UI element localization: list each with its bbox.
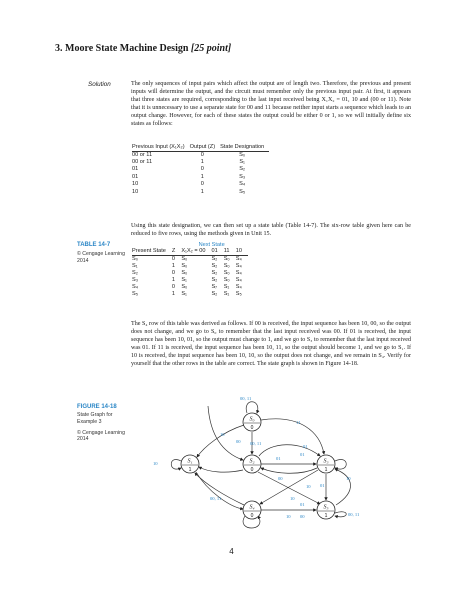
edge-label: 01 — [300, 452, 305, 457]
state-table-cell: S₄ — [235, 270, 242, 276]
state-table-cell: S₄ — [235, 262, 242, 269]
problem-heading — [55, 43, 231, 54]
state-graph — [150, 392, 375, 532]
edge-label: 11 — [296, 420, 301, 425]
state-table-cell: S₀ — [181, 270, 188, 276]
figure-credit-text: © Cengage Learning 2014 — [77, 429, 125, 443]
state-table-cell: S₁ — [181, 277, 187, 284]
graph-self-loop — [171, 459, 181, 469]
graph-edge — [258, 472, 320, 504]
state-assignment-cell: 00 or 11 — [132, 158, 153, 165]
state-table-cell: S₀ — [132, 255, 139, 262]
state-node-name: S₅ — [323, 504, 329, 511]
state-table-cell: 0 — [171, 270, 176, 276]
state-node — [243, 455, 261, 473]
state-table-cell: S₀ — [223, 255, 230, 262]
state-node-output: 0 — [250, 467, 254, 473]
state-assignment-cell: S₂ — [239, 166, 246, 173]
state-assignment-row — [132, 151, 269, 159]
state-assignment-cell: S₃ — [239, 173, 246, 180]
graph-self-loop — [246, 402, 258, 413]
header-state-designation: State Designation — [220, 144, 269, 151]
state-node — [243, 501, 261, 519]
state-table-cell: 0 — [171, 255, 176, 262]
state-table — [132, 242, 248, 298]
state-table-row — [132, 255, 248, 263]
page-number: 4 — [229, 547, 234, 556]
state-assignment-cell: S₁ — [239, 158, 245, 165]
state-table-row — [132, 291, 248, 298]
graph-edge — [259, 445, 320, 456]
state-table-cell: 1 — [171, 291, 176, 298]
table-label-title: TABLE 14-7 — [77, 242, 111, 248]
graph-self-loop — [335, 512, 346, 517]
state-table-cell: S₂ — [132, 270, 138, 276]
graph-edge — [261, 419, 324, 454]
state-table-cell: S₄ — [235, 255, 242, 262]
figure-label-caption — [77, 412, 132, 443]
state-table-cell: S₁ — [223, 291, 230, 298]
graph-self-loop — [335, 459, 346, 469]
state-node-name: S₁ — [187, 458, 193, 465]
state-assignment-cell: 1 — [200, 158, 204, 165]
state-assignment-cell: 0 — [200, 181, 204, 188]
state-table-cell: S₀ — [181, 284, 188, 291]
state-table-cell: S₄ — [235, 277, 242, 284]
graph-edge — [335, 469, 351, 505]
state-assignment-table — [132, 144, 269, 196]
state-node-output: 0 — [250, 513, 254, 519]
state-assignment-cell: S₅ — [239, 188, 246, 195]
state-assignment-cell: 1 — [200, 188, 204, 195]
state-assignment-cell: 0 — [200, 166, 204, 173]
state-table-cell: S₀ — [223, 270, 230, 276]
graph-edge — [196, 472, 243, 509]
figure-caption-text: State Graph for Example 3 — [77, 412, 113, 425]
state-table-cell: S₄ — [132, 284, 139, 291]
state-table-cell: S₂ — [211, 262, 218, 269]
edge-label: 10 — [306, 484, 311, 489]
state-table-cell: S₁ — [181, 291, 187, 298]
state-assignment-cell: 00 or 11 — [132, 151, 153, 158]
state-table-cell: S₂ — [211, 255, 218, 262]
state-assignment-cell: S₄ — [239, 181, 246, 188]
state-table-cell: S₀ — [223, 262, 230, 269]
edge-label: 10 — [153, 461, 158, 466]
state-table-cell: S₀ — [223, 277, 230, 284]
header-present-state: Present State — [132, 248, 172, 255]
state-node-name: S₃ — [323, 458, 329, 465]
state-node — [181, 455, 199, 473]
state-assignment-header — [132, 144, 269, 151]
edge-label: 01 — [300, 502, 305, 507]
state-node-output: 0 — [250, 425, 254, 431]
edge-label: 00 — [300, 514, 305, 519]
state-node-name: S₂ — [249, 458, 255, 465]
state-assignment-cell: S₀ — [239, 151, 246, 158]
state-assignment-cell: 01 — [132, 173, 139, 180]
state-table-cell: 1 — [171, 277, 176, 284]
header-next-state: Next State — [198, 242, 225, 248]
state-node — [243, 413, 261, 431]
state-table-row — [132, 270, 248, 277]
edge-label: 10 — [286, 514, 291, 519]
edge-label: 00, 11 — [240, 396, 252, 401]
state-assignment-cell: 01 — [132, 166, 139, 173]
heading-points: [25 point] — [190, 43, 232, 54]
edge-label: 00, 11 — [348, 512, 360, 517]
state-node-output: 1 — [188, 467, 192, 473]
figure-label-title: FIGURE 14-18 — [77, 404, 117, 410]
state-node-output: 1 — [324, 513, 328, 519]
edge-label: 00 — [278, 476, 283, 481]
state-table-cell: S₇ — [211, 284, 218, 291]
graph-edge — [199, 467, 243, 472]
state-table-cell: 0 — [171, 284, 176, 291]
state-node-name: S₀ — [249, 416, 255, 423]
state-assignment-row — [132, 166, 269, 173]
graph-edge — [261, 468, 317, 473]
paragraph-derivation: The S₄ row of this table was derived as follows. If 00 is received, the input sequence has been 10, 00, so the output does not change, and we go to S₀ to remember that the last input received was 00. If 01 is received, the input sequence has been 10, 01, so the output must change to 1, and we go to S₃ to remember that the last input received was 01. If 11 is received, the input sequence has been 10, 11, so the output should become 1, and we go to S₁. If 10 is received, the input sequence has been 10, 10, so the output does not change, and we remain in S₄. Verify for yourself that the other rows in the table are correct. The state graph is shown in Figure 14-18. — [131, 321, 411, 368]
state-table-row — [132, 277, 248, 284]
edge-label: 00 — [236, 439, 241, 444]
state-assignment-cell: 0 — [200, 151, 204, 158]
state-assignment-row — [132, 189, 269, 196]
state-assignment-row — [132, 159, 269, 166]
header-input-11: 11 — [224, 248, 236, 255]
header-input-01: 01 — [211, 248, 223, 255]
header-previous-input: Previous Input (X₁X₂) — [132, 144, 190, 151]
state-table-cell: S₁ — [223, 284, 230, 291]
heading-prefix: 3. Moore State Machine Design — [55, 43, 191, 54]
state-table-cell: S₄ — [235, 284, 242, 291]
state-table-cell: S₂ — [211, 291, 218, 298]
edge-label: 10 — [220, 432, 225, 437]
state-table-cell: S₀ — [181, 262, 188, 269]
state-table-cell: S₂ — [211, 270, 218, 276]
state-node — [317, 455, 335, 473]
state-table-cell: S₅ — [235, 291, 242, 298]
table-label-credit: © Cengage Learning 2014 — [77, 251, 125, 264]
edge-label: 01 — [303, 444, 308, 449]
state-table-header — [132, 248, 248, 255]
state-table-cell: S₅ — [132, 291, 138, 298]
edge-label: 01 — [276, 456, 281, 461]
state-assignment-cell: 1 — [200, 173, 204, 180]
paragraph-intro: The only sequences of input pairs which affect the output are of length two. Therefore, the previous and present inputs will determine the output, and the circuit must remember only the previous input pair. At first, it appears that three states are required, corresponding to the last input received being X₁X₂ = 01, 10 and (00 or 11). Note that it is unnecessary to use a separate state for 00 and 11 because neither input starts a sequence which leads to an output change. However, for each of these states the output could be either 0 or 1, so we will initially define six states as follows: — [131, 81, 411, 128]
edge-label: 10 — [290, 496, 295, 501]
edge-label: 10 — [346, 476, 351, 481]
solution-label: Solution — [88, 81, 111, 88]
state-table-cell: S₀ — [181, 255, 188, 262]
state-node-name: S₄ — [249, 504, 255, 511]
state-table-cell: S₃ — [132, 277, 139, 284]
state-table-row — [132, 263, 248, 270]
edge-label: 00, 11 — [250, 441, 262, 446]
header-z: Z — [172, 248, 181, 255]
header-input-00: X₁X₂ = 00 — [181, 248, 211, 255]
paragraph-state-table: Using this state designation, we can then set up a state table (Table 14-7). The six-row table given here can be reduced to five rows, using the methods given in Unit 15. — [131, 223, 411, 238]
state-assignment-row — [132, 174, 269, 181]
header-output: Output (Z) — [190, 144, 221, 151]
state-table-cell: 1 — [171, 262, 176, 269]
state-node — [317, 501, 335, 519]
state-assignment-cell: 10 — [132, 181, 139, 188]
state-table-cell: S₁ — [132, 262, 138, 269]
state-assignment-row — [132, 181, 269, 188]
state-node-output: 1 — [324, 467, 328, 473]
graph-nodes — [181, 413, 335, 519]
header-input-10: 10 — [236, 248, 248, 255]
state-assignment-cell: 10 — [132, 188, 139, 195]
state-table-row — [132, 284, 248, 291]
edge-label: 01 — [320, 483, 325, 488]
edge-label: 00, 11 — [210, 496, 222, 501]
state-table-cell: S₂ — [211, 277, 218, 284]
